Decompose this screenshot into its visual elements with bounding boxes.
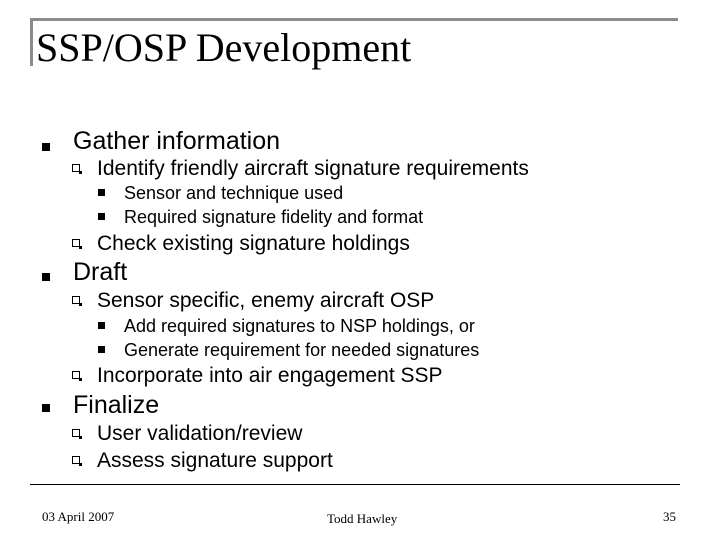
- bullet-l3-signature-fidelity: Required signature fidelity and format: [124, 207, 424, 227]
- bullet-hollow-square-icon: [72, 371, 80, 379]
- footer-date: 03 April 2007: [42, 509, 115, 524]
- bullet-hollow-square-icon: [72, 456, 80, 464]
- title-frame-top-rule: [30, 18, 678, 21]
- bullet-square-icon: [98, 322, 105, 329]
- bullet-hollow-square-icon: [72, 429, 80, 437]
- bullet-l2-user-validation: User validation/review: [97, 422, 303, 445]
- bullet-l3-sensor-technique: Sensor and technique used: [124, 183, 344, 203]
- bullet-l1-draft: Draft: [73, 258, 128, 286]
- bullet-square-icon: [42, 273, 50, 281]
- bullet-l2-assess-support: Assess signature support: [97, 449, 333, 472]
- bullet-square-icon: [42, 404, 50, 412]
- footer-page-number: 35: [663, 509, 676, 524]
- bullet-square-icon: [98, 346, 105, 353]
- bullet-hollow-square-icon: [72, 296, 80, 304]
- title-frame-left-rule: [30, 18, 33, 66]
- slide-title: SSP/OSP Development: [36, 25, 412, 70]
- bullet-l2-incorporate-ssp: Incorporate into air engagement SSP: [97, 364, 443, 387]
- bullet-l1-gather-information: Gather information: [73, 127, 281, 155]
- footer-rule: [30, 484, 680, 485]
- bullet-l2-identify-requirements: Identify friendly aircraft signature requirements: [97, 157, 529, 180]
- bullet-l2-check-holdings: Check existing signature holdings: [97, 232, 410, 255]
- bullet-l3-add-signatures: Add required signatures to NSP holdings, or: [124, 316, 475, 336]
- bullet-hollow-square-icon: [72, 164, 80, 172]
- bullet-square-icon: [98, 189, 105, 196]
- footer-author: Todd Hawley: [327, 511, 398, 526]
- bullet-square-icon: [98, 213, 105, 220]
- bullet-hollow-square-icon: [72, 239, 80, 247]
- bullet-l1-finalize: Finalize: [73, 391, 160, 419]
- bullet-square-icon: [42, 143, 50, 151]
- bullet-l3-generate-requirement: Generate requirement for needed signatures: [124, 340, 480, 360]
- bullet-l2-sensor-specific-osp: Sensor specific, enemy aircraft OSP: [97, 289, 435, 312]
